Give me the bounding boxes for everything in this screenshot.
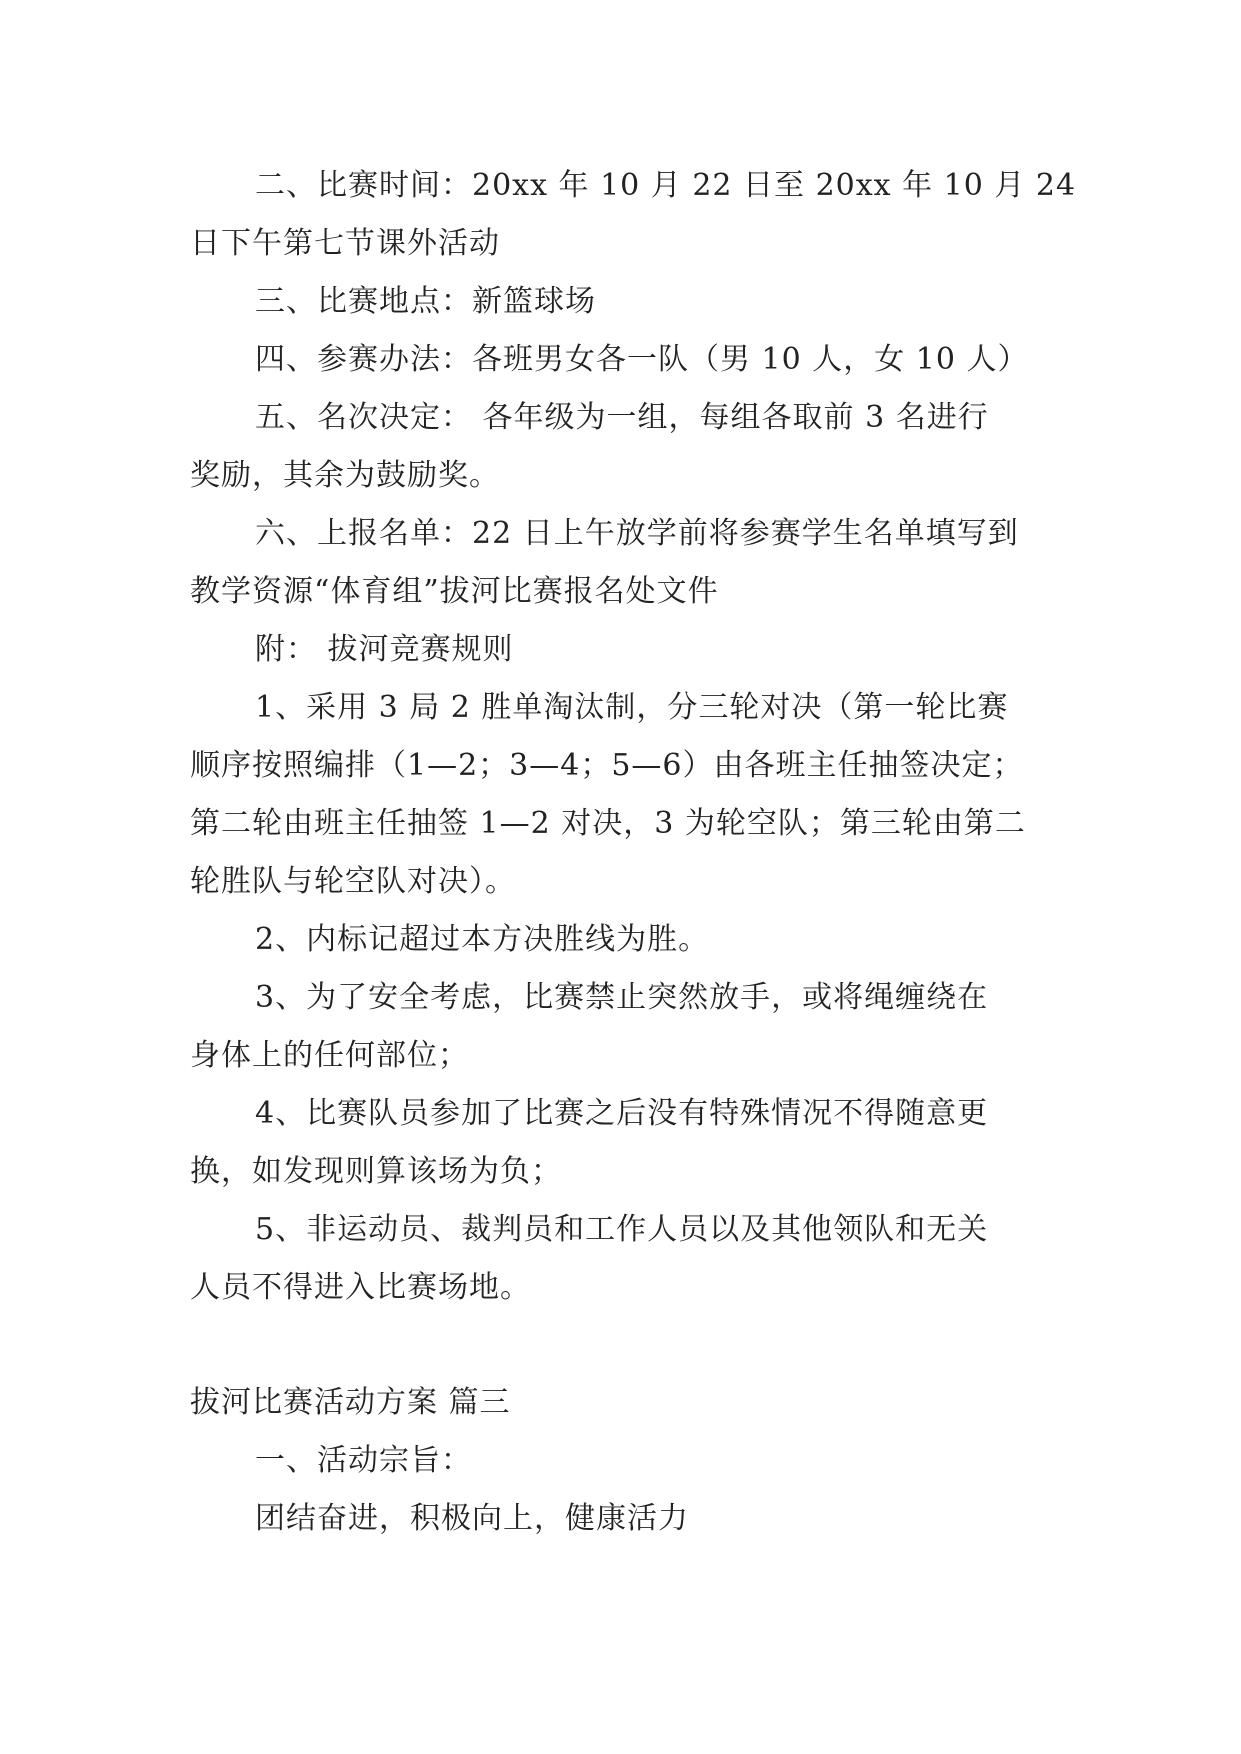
- text-line: 1、采用 3 局 2 胜单淘汰制，分三轮对决（第一轮比赛: [255, 690, 1009, 725]
- text-line: 六、上报名单：22 日上午放学前将参赛学生名单填写到: [255, 516, 1019, 551]
- text-line: 奖励，其余为鼓励奖。: [190, 458, 500, 493]
- text-line: 轮胜队与轮空队对决）。: [190, 864, 516, 899]
- text-line: 附： 拔河竞赛规则: [255, 632, 514, 667]
- text-line: 第二轮由班主任抽签 1—2 对决，3 为轮空队；第三轮由第二: [190, 806, 1026, 841]
- text-line: 换，如发现则算该场为负；: [190, 1154, 562, 1189]
- text-line: 顺序按照编排（1—2；3—4；5—6）由各班主任抽签决定；: [190, 748, 1024, 783]
- text-line: 5、非运动员、裁判员和工作人员以及其他领队和无关: [255, 1212, 989, 1247]
- text-line: 3、为了安全考虑，比赛禁止突然放手，或将绳缠绕在: [255, 980, 989, 1015]
- text-line: 团结奋进，积极向上，健康活力: [255, 1501, 689, 1536]
- text-line: 2、内标记超过本方决胜线为胜。: [255, 922, 710, 957]
- text-line: 人员不得进入比赛场地。: [190, 1270, 531, 1305]
- text-line: 五、名次决定： 各年级为一组，每组各取前 3 名进行: [255, 400, 989, 435]
- text-line: 教学资源“体育组”拔河比赛报名处文件: [190, 574, 719, 609]
- text-line: 4、比赛队员参加了比赛之后没有特殊情况不得随意更: [255, 1096, 989, 1131]
- text-line: 身体上的任何部位；: [190, 1038, 469, 1073]
- text-line: 四、参赛办法：各班男女各一队（男 10 人，女 10 人）: [255, 342, 1029, 377]
- section-heading: 拔河比赛活动方案 篇三: [190, 1385, 511, 1420]
- text-line: 一、活动宗旨：: [255, 1443, 472, 1478]
- text-line: 日下午第七节课外活动: [190, 226, 500, 261]
- text-line: 二、比赛时间：20xx 年 10 月 22 日至 20xx 年 10 月 24: [255, 168, 1077, 203]
- text-line: 三、比赛地点：新篮球场: [255, 284, 596, 319]
